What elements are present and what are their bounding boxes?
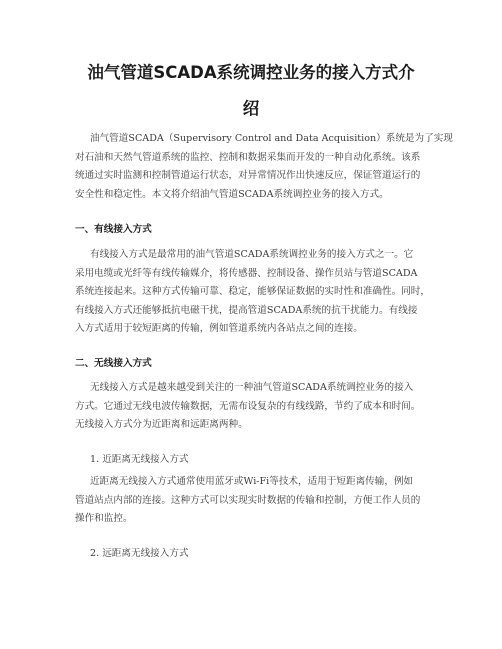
wireless-line: 无线接入方式是越来越受到关注的一种油气管道SCADA系统调控业务的接入 bbox=[90, 382, 414, 393]
wired-line: 有线接入方式是最常用的油气管道SCADA系统调控业务的接入方式之一。它 bbox=[90, 249, 414, 260]
wireless-line: 无线接入方式分为近距离和远距离两种。 bbox=[75, 419, 248, 431]
subheading-short-range: 1. 近距离无线接入方式 bbox=[90, 454, 189, 465]
intro-paragraph bbox=[75, 130, 453, 204]
subheading-long-range: 2. 远距离无线接入方式 bbox=[90, 548, 189, 559]
wired-line: 入方式适用于较短距离的传输，例如管道系统内各站点之间的连接。 bbox=[75, 323, 363, 335]
document-title bbox=[60, 57, 442, 125]
wireless-paragraph bbox=[75, 379, 435, 435]
wireless-line: 方式。它通过无线电波传输数据，无需布设复杂的有线线路，节约了成本和时间。 bbox=[75, 400, 421, 412]
wired-paragraph bbox=[75, 246, 435, 339]
intro-line: 安全性和稳定性。本文将介绍油气管道SCADA系统调控业务的接入方式。 bbox=[75, 188, 389, 200]
section-heading-wireless: 二、无线接入方式 bbox=[75, 358, 152, 369]
title-line-1: 油气管道SCADA系统调控业务的接入方式介 bbox=[87, 63, 415, 82]
intro-line: 对石油和天然气管道系统的监控、控制和数据采集而开发的一种自动化系统。该系 bbox=[75, 151, 421, 163]
intro-line: 统通过实时监测和控制管道运行状态，对异常情况作出快速反应，保证管道运行的 bbox=[75, 170, 421, 182]
intro-line: 油气管道SCADA（Supervisory Control and Data Acquisition）系统是为了实现 bbox=[90, 133, 453, 144]
title-line-2: 绍 bbox=[242, 99, 260, 118]
section-heading-wired: 一、有线接入方式 bbox=[75, 224, 152, 235]
wired-line: 采用电缆或光纤等有线传输媒介，将传感器、控制设备、操作员站与管道SCADA bbox=[75, 267, 418, 279]
wired-line: 系统连接起来。这种方式传输可靠、稳定，能够保证数据的实时性和准确性。同时， bbox=[75, 286, 430, 298]
short-range-line: 操作和监控。 bbox=[75, 513, 133, 525]
short-range-line: 管道站点内部的连接。这种方式可以实现实时数据的传输和控制，方便工作人员的 bbox=[75, 494, 421, 506]
short-range-paragraph bbox=[75, 473, 435, 529]
wired-line: 有线接入方式还能够抵抗电磁干扰，提高管道SCADA系统的抗干扰能力。有线接 bbox=[75, 304, 418, 316]
short-range-line: 近距离无线接入方式通常使用蓝牙或Wi-Fi等技术，适用于短距离传输，例如 bbox=[90, 476, 414, 487]
